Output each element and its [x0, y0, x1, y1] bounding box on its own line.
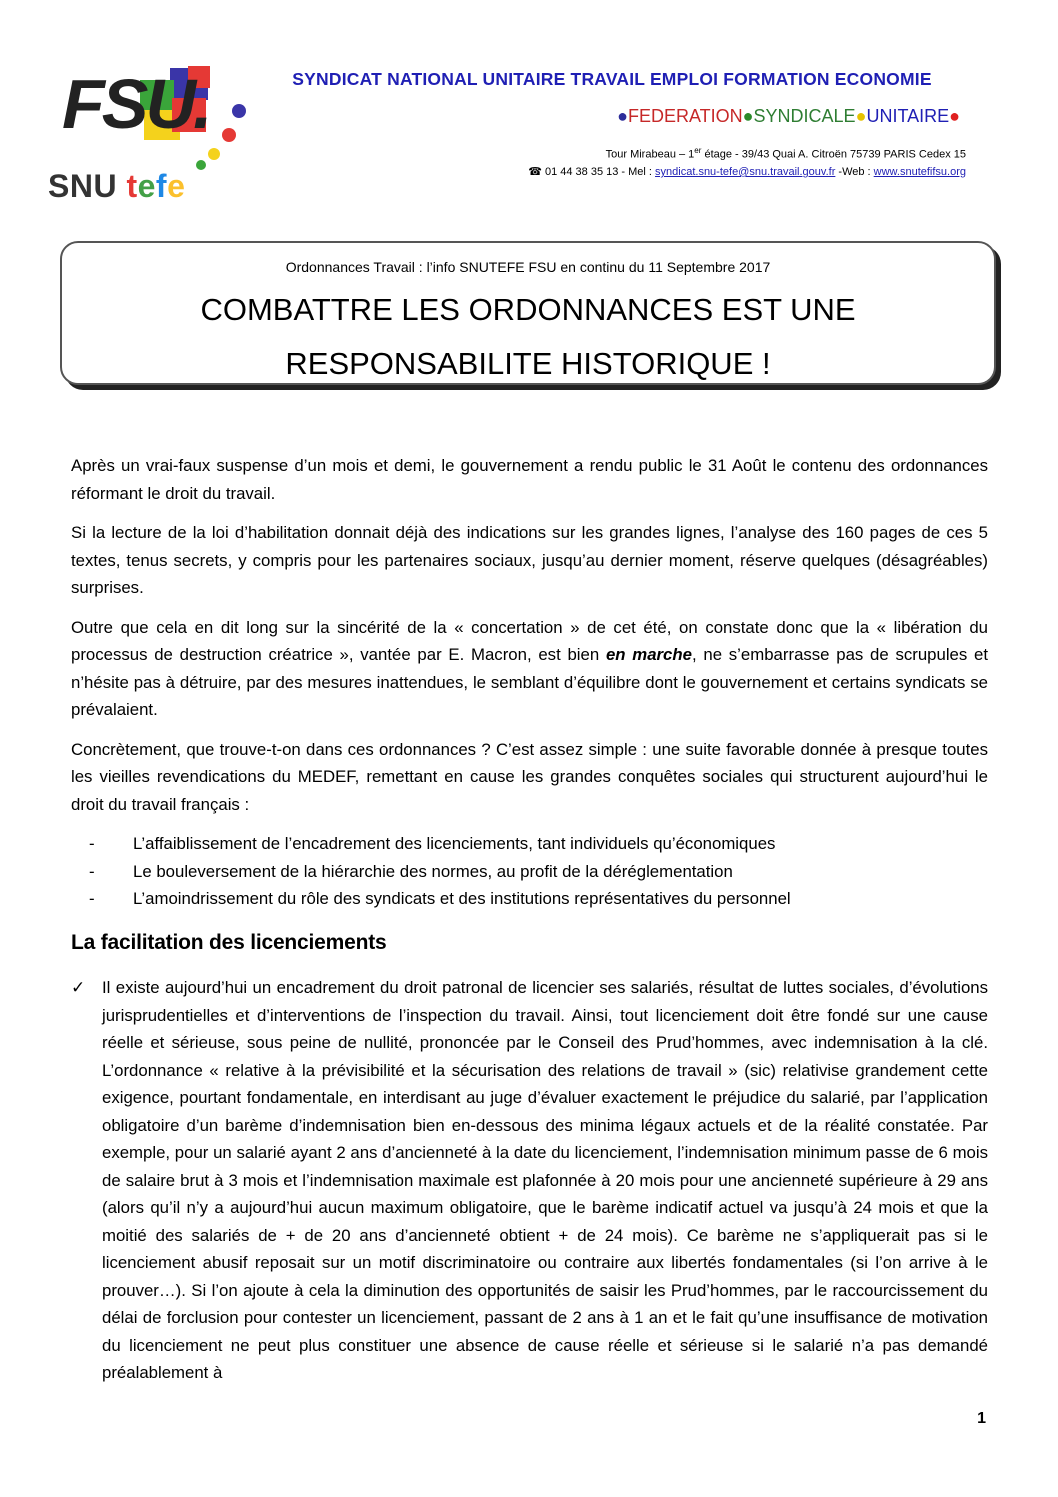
logo-letter: e: [137, 168, 156, 204]
paragraph-3-part: , ne s’embarrasse pas de scrupules et n’hésite pas à détruire, par des mesures inattendues, le semblant d’équilibre dont le gouvernement et certains syndicats se prévalaient.: [71, 645, 989, 719]
logo-letter: t: [126, 168, 138, 204]
emphasis-en-marche: en marche: [605, 645, 692, 664]
list-item: [71, 858, 988, 886]
paragraph-4: Concrètement, que trouve-t-on dans ces ordonnances ? C’est assez simple : une suite favorable donnée à presque toutes les vieilles revendications du MEDEF, remettant en cause les grandes conquêtes sociales qui structurent aujourd’hui le droit du travail français :: [71, 739, 988, 814]
paragraph-3-part: Outre que cela en dit long sur la sincérité de la « concertation » de cet été, on constate donc que la « libération du processus de destruction créatrice », vantée par E. Macron, est bien: [71, 617, 988, 664]
address-part: étage - 39/43 Quai A. Citroën 75739 PARIS Cedex 15: [701, 148, 966, 161]
email-link[interactable]: syndicat.snu-tefe@snu.travail.gouv.fr: [655, 166, 836, 178]
dash-icon: -: [89, 834, 95, 853]
logo-dot-blue: [232, 104, 246, 118]
address-part: Tour Mirabeau – 1: [605, 148, 695, 161]
list-item: [71, 830, 988, 858]
logo-fsu-text: FSU.: [62, 65, 210, 143]
unitaire-word: UNITAIRE: [866, 106, 950, 126]
logo-letter: e: [167, 168, 186, 204]
main-title: COMBATTRE LES ORDONNANCES EST UNE RESPONSABILITE HISTORIQUE !: [200, 292, 856, 381]
logo-letter: f: [155, 168, 168, 204]
address-sup: er: [694, 146, 702, 155]
list-item-text: Le bouleversement de la hiérarchie des normes, au profit de la déréglementation: [133, 861, 733, 881]
bullet-list: [71, 830, 988, 913]
list-item: [71, 885, 988, 913]
dash-icon: -: [89, 861, 95, 881]
mail-label: - Mel :: [618, 166, 656, 178]
logo-dot-yellow: [208, 148, 220, 160]
dot-blue-icon: ●: [617, 106, 628, 126]
logo-dot-red: [222, 128, 236, 142]
check-paragraph: [71, 974, 988, 1387]
logo-dot-green: [196, 160, 206, 170]
article-body: [71, 452, 988, 1399]
phone: ☎ 01 44 38 35 13: [528, 166, 619, 178]
address: [606, 146, 966, 161]
section-title: La facilitation des licenciements: [71, 930, 387, 954]
dash-icon: -: [89, 889, 95, 908]
syndicale-word: SYNDICALE: [753, 106, 856, 126]
paragraph-1: Après un vrai-faux suspense d’un mois et demi, le gouvernement a rendu public le 31 Août le contenu des ordonnances réformant le droit du travail.: [71, 456, 988, 503]
page-number: 1: [977, 1410, 986, 1427]
federation-word: FEDERATION: [627, 106, 743, 126]
logo-snu: SNU: [48, 168, 127, 204]
web-label: -Web :: [835, 166, 874, 178]
checkmark-icon: ✓: [71, 978, 86, 997]
check-paragraph-text: Il existe aujourd’hui un encadrement du droit patronal de licencier ses salariés, résultat de luttes sociales, d’évolutions jurisprudentielles et d’interventions de l’inspection du travail. Ainsi, tout licenciement doit être fondé sur une cause réelle et sérieuse, sous peine de nullité, prononcée par le Conseil des Prud’hommes, avec indemnisation à la clé. L’ordonnance « relative à la prévisibilité et la sécurisation des relations de travail » (sic) relativise grandement cette exigence, pourtant fondamentale, en interdisant au juge d’évaluer exactement le préjudice du salarié, par l’application obligatoire d’un barème d’indemnisation bien en-dessous des minima légaux actuels et de la réalité constatée. Par exemple, pour un salarié ayant 2 ans d’ancienneté à la date du licenciement, l’indemnisation minimum passe de 6 mois de salaire brut à 3 mois et l’indemnisation maximale est plafonnée à 20 mois pour une ancienneté supérieure à 29 ans (alors qu’il n’y a aujourd’hui aucun maximum obligatoire, que le barème indicatif actuel va jusqu’à 24 mois et que la moitié des salariés de + de 20 ans d’ancienneté obtient + de 24 mois). Ce barème ne s’appliquerait pas si le licenciement abusif reposait sur un motif discriminatoire ou contraire aux libertés fondamentales (si l’on arrive à le prouver…). Si l’on ajoute à cela la diminution des opportunités de saisir les Prud’hommes, par le raccourcissement du délai de forclusion pour contester un licenciement, passant de 2 ans à 1 an et le fait qu’une insuffisance de motivation du licenciement ne peut plus constituer une absence de cause réelle et sérieuse si le salarié n’a pas demandé préalablement à: [102, 978, 988, 1382]
subtitle: Ordonnances Travail : l’info SNUTEFE FSU en continu du 11 Septembre 2017: [285, 259, 771, 275]
snu-tefe-logo: [48, 62, 258, 212]
contact-line: [528, 165, 966, 178]
dot-red-icon: ●: [949, 106, 960, 126]
logo-snu-tefe: [48, 166, 185, 206]
title-box: [60, 241, 996, 385]
paragraph-2: Si la lecture de la loi d’habilitation donnait déjà des indications sur les grandes lignes, l’analyse des 160 pages de ces 5 textes, tenus secrets, y compris pour les partenaires sociaux, jusqu’au dernier moment, réserve quelques (désagréables) surprises.: [71, 523, 988, 597]
dot-yellow-icon: ●: [855, 106, 867, 126]
org-title: SYNDICAT NATIONAL UNITAIRE TRAVAIL EMPLOI FORMATION ECONOMIE: [292, 69, 932, 89]
federation-line: [617, 106, 960, 127]
paragraph-3: [71, 614, 988, 724]
dot-green-icon: ●: [742, 106, 754, 126]
list-item-text: L’affaiblissement de l’encadrement des licenciements, tant individuels qu’économiques: [133, 834, 776, 853]
website-link[interactable]: www.snutefifsu.org: [873, 166, 966, 178]
list-item-text: L’amoindrissement du rôle des syndicats et des institutions représentatives du personnel: [133, 889, 791, 908]
